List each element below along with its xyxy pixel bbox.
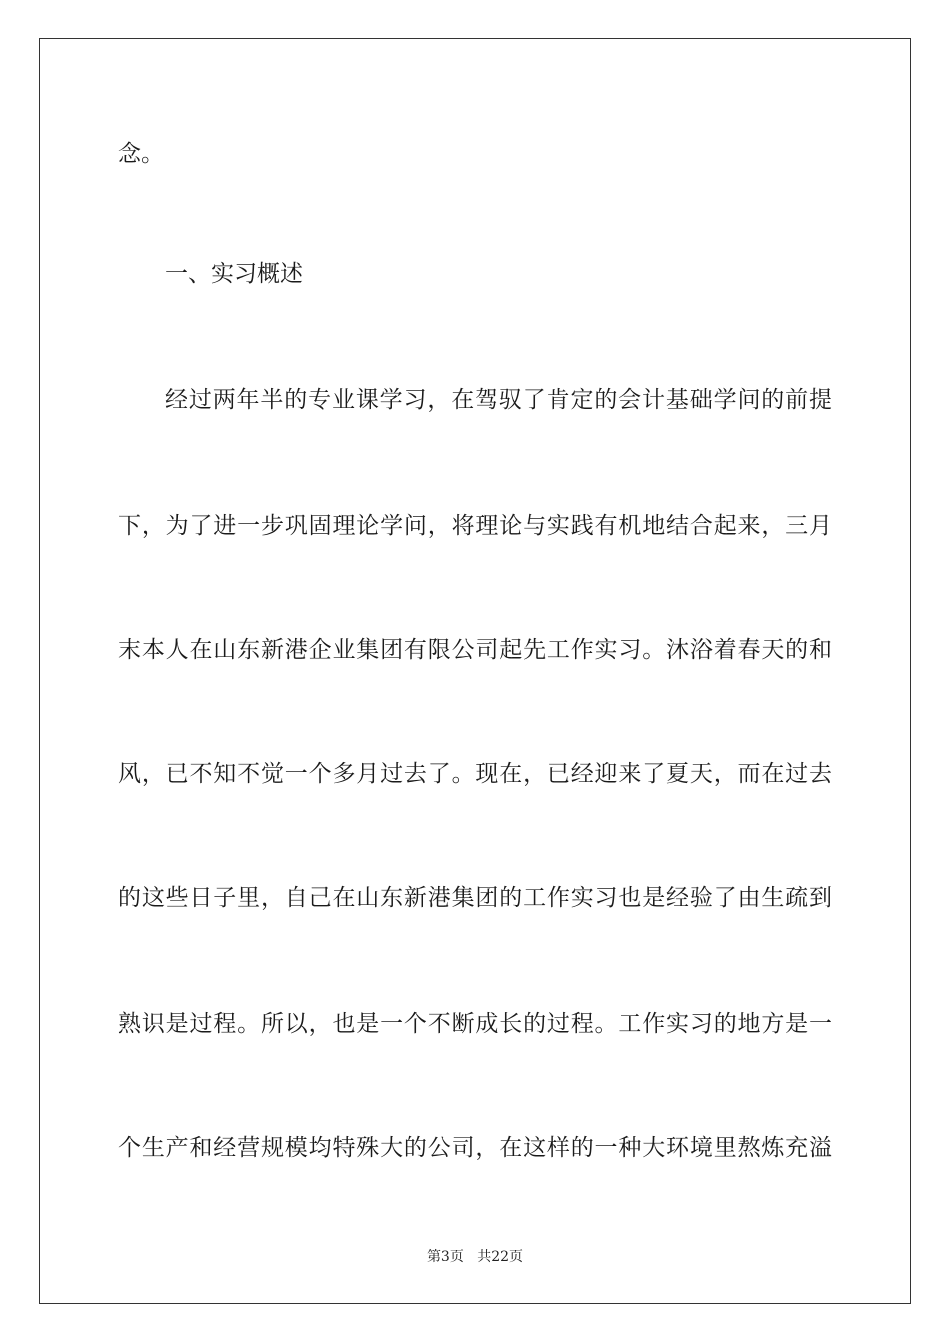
paragraph-line-2: 下，为了进一步巩固理论学问，将理论与实践有机地结合起来，三月 <box>118 513 832 539</box>
page-footer <box>0 1248 950 1266</box>
total-pages-label: 共22页 <box>477 1249 524 1265</box>
paragraph-line-7: 个生产和经营规模均特殊大的公司，在这样的一种大环境里熬炼充溢 <box>118 1135 832 1161</box>
paragraph-line-3: 末本人在山东新港企业集团有限公司起先工作实习。沐浴着春天的和 <box>118 637 832 663</box>
paragraph-line-1: 经过两年半的专业课学习，在驾驭了肯定的会计基础学问的前提 <box>165 387 832 413</box>
paragraph-line-4: 风，已不知不觉一个多月过去了。现在，已经迎来了夏天，而在过去 <box>118 761 832 787</box>
paragraph-line-6: 熟识是过程。所以，也是一个不断成长的过程。工作实习的地方是一 <box>118 1011 832 1037</box>
section-heading: 一、实习概述 <box>165 261 303 287</box>
page-border <box>39 38 911 1304</box>
paragraph-line-5: 的这些日子里，自己在山东新港集团的工作实习也是经验了由生疏到 <box>118 885 832 911</box>
text-line-1: 念。 <box>118 141 164 167</box>
current-page-label: 第3页 <box>426 1249 464 1265</box>
